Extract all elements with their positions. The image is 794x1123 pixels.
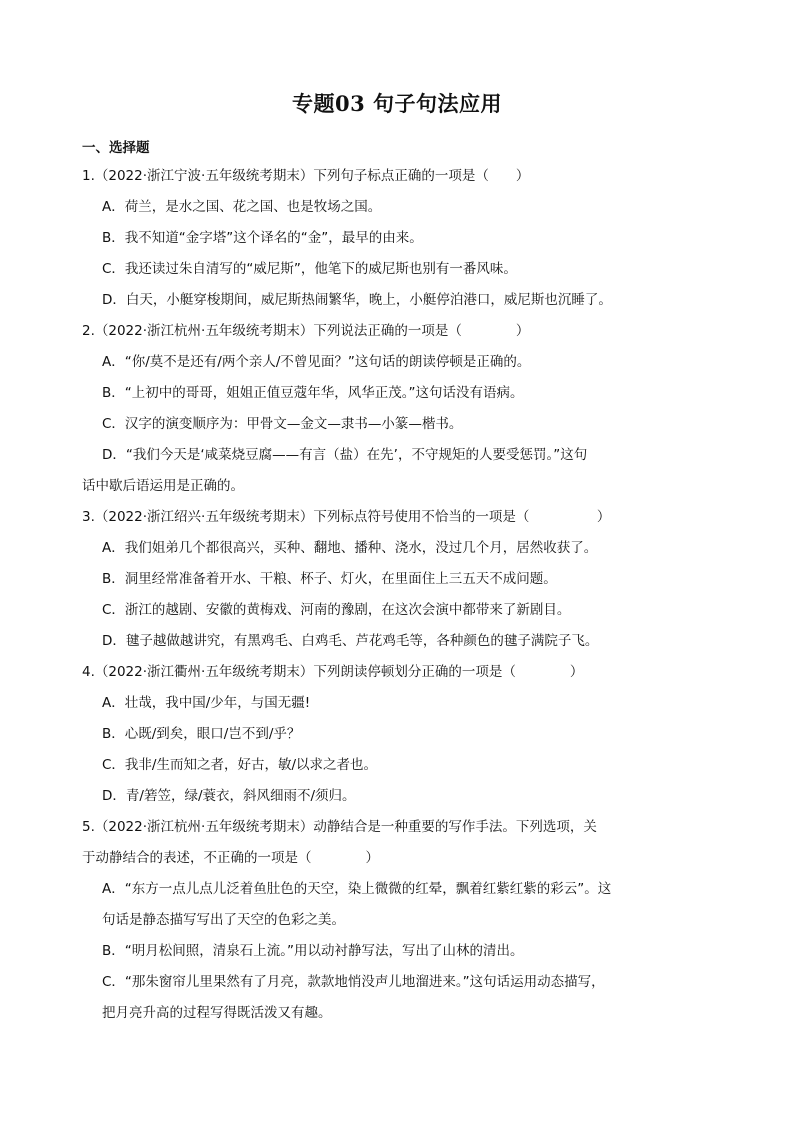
option-a: A．“东方一点儿点儿泛着鱼肚色的天空，染上微微的红晕，飘着红紫红紫的彩云”。这 xyxy=(102,881,612,897)
option-c: C．浙江的越剧、安徽的黄梅戏、河南的豫剧，在这次会演中都带来了新剧目。 xyxy=(102,602,571,618)
section-heading: 一、选择题 xyxy=(82,140,150,156)
option-a-continued: 句话是静态描写写出了天空的色彩之美。 xyxy=(102,912,345,928)
option-d: D．毽子越做越讲究，有黑鸡毛、白鸡毛、芦花鸡毛等，各种颜色的毽子满院子飞。 xyxy=(102,633,599,649)
option-c: C．汉字的演变顺序为：甲骨文—金文—隶书—小篆—楷书。 xyxy=(102,416,463,432)
option-a: A．荷兰，是水之国、花之国、也是牧场之国。 xyxy=(102,199,382,215)
option-d-continued: 话中歇后语运用是正确的。 xyxy=(82,478,244,494)
option-b: B．“上初中的哥哥，姐姐正值豆蔻年华，风华正茂。”这句话没有语病。 xyxy=(102,385,524,401)
question-stem: 1.（2022·浙江宁波·五年级统考期末）下列句子标点正确的一项是（ ） xyxy=(82,168,530,184)
question-stem: 3.（2022·浙江绍兴·五年级统考期末）下列标点符号使用不恰当的一项是（ ） xyxy=(82,509,611,525)
question-stem: 4.（2022·浙江衢州·五年级统考期末）下列朗读停顿划分正确的一项是（ ） xyxy=(82,664,584,680)
option-c: C．“那朱窗帘儿里果然有了月亮，款款地悄没声儿地溜进来。”这句话运用动态描写， xyxy=(102,974,605,990)
option-b: B．我不知道“金字塔”这个译名的“金”，最早的由来。 xyxy=(102,230,423,246)
option-d: D．青/箬笠，绿/蓑衣，斜风细雨不/须归。 xyxy=(102,788,356,804)
question-2 xyxy=(82,316,722,502)
question-3 xyxy=(82,502,722,657)
option-a: A．我们姐弟几个都很高兴，买种、翻地、播种、浇水，没过几个月，居然收获了。 xyxy=(102,540,598,556)
question-5 xyxy=(82,812,722,1029)
option-a: A．壮哉，我中国/少年，与国无疆! xyxy=(102,695,311,711)
question-1 xyxy=(82,161,722,316)
option-b: B．“明月松间照，清泉石上流。”用以动衬静写法，写出了山林的清出。 xyxy=(102,943,524,959)
option-c: C．我非/生而知之者，好古，敏/以求之者也。 xyxy=(102,757,378,773)
option-d: D．白天，小艇穿梭期间，威尼斯热闹繁华，晚上，小艇停泊港口，威尼斯也沉睡了。 xyxy=(102,292,612,308)
question-stem-continued: 于动静结合的表述，不正确的一项是（ ） xyxy=(82,850,379,866)
option-c-continued: 把月亮升高的过程写得既活泼又有趣。 xyxy=(102,1005,332,1021)
option-b: B．心既/到矣，眼口/岂不到/乎？ xyxy=(102,726,301,742)
page-title: 专题03 句子句法应用 xyxy=(291,91,503,116)
option-c: C．我还读过朱自清写的“威尼斯”，他笔下的威尼斯也别有一番风味。 xyxy=(102,261,517,277)
option-d: D．“我们今天是‘咸菜烧豆腐——有言（盐）在先’，不守规矩的人要受惩罚。”这句 xyxy=(102,447,588,463)
question-stem: 5.（2022·浙江杭州·五年级统考期末）动静结合是一种重要的写作手法。下列选项，关 xyxy=(82,819,597,835)
question-stem: 2.（2022·浙江杭州·五年级统考期末）下列说法正确的一项是（ ） xyxy=(82,323,530,339)
option-a: A．“你/莫不是还有/两个亲人/不曾见面？”这句话的朗读停顿是正确的。 xyxy=(102,354,531,370)
option-b: B．洞里经常准备着开水、干粮、杯子、灯火，在里面住上三五天不成问题。 xyxy=(102,571,557,587)
question-4 xyxy=(82,657,722,812)
